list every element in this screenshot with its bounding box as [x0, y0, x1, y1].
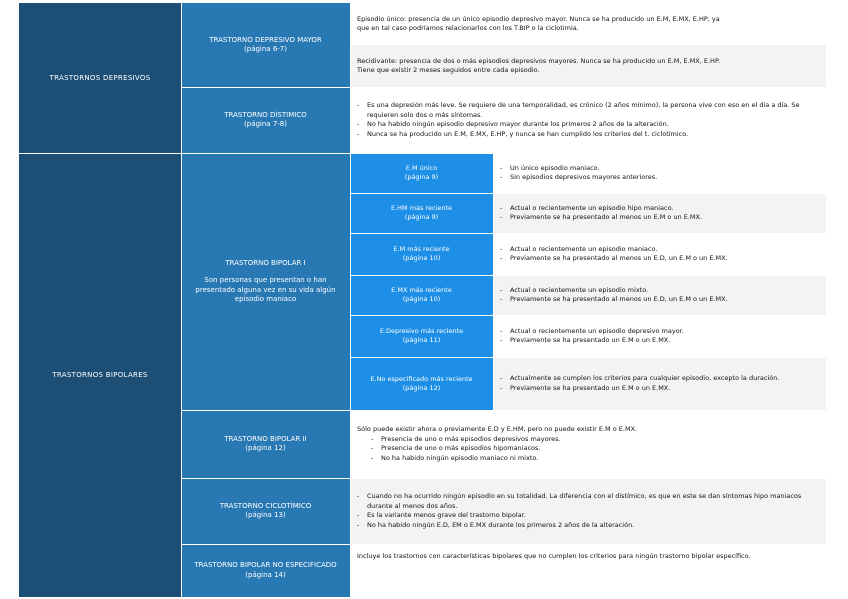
bullet-item: - Previamente se ha presentado un E.M o un E.MX.: [500, 383, 671, 392]
category-label: TRASTORNOS DEPRESIVOS: [49, 74, 151, 82]
bullet-item: - Actual o recientemente un episodio depresivo mayor.: [500, 326, 684, 335]
grid-line: [181, 3, 182, 597]
disorder-bipolar-no-especificado: [181, 544, 350, 597]
subtype-label: E.M más reciente: [393, 245, 450, 253]
subtype-page: (página 9): [404, 173, 439, 181]
grid-line: [493, 153, 494, 410]
category-label: TRASTORNOS BIPOLARES: [52, 371, 148, 379]
desc-em-reciente: [493, 233, 826, 275]
desc-emx-reciente: [493, 275, 826, 315]
subtype-page: (página 10): [402, 295, 441, 303]
bullet-item: - Actual o recientemente un episodio maniaco.: [500, 244, 658, 253]
desc-line: Recidivante: presencia de dos o más episodios depresivos mayores. Nunca se ha producido un E.M, E.MX, E.HP.: [357, 56, 720, 65]
disorder-page: (página 7-8): [244, 120, 287, 128]
subtype-edepresivo-reciente: [350, 315, 493, 357]
desc-bipolar-2: [350, 410, 826, 478]
category-depresivos: [19, 3, 181, 153]
subtype-label: E.M único: [405, 164, 438, 172]
bullet-item: - Previamente se ha presentado un E.M o un E.MX.: [500, 336, 671, 344]
bullet-item: - Actual o recientemente un episodio mixto.: [500, 285, 649, 294]
subtype-page: (página 9): [404, 213, 439, 221]
bullet-item: - Cuando no ha ocurrido ningún episodio en su totalidad. La diferencia con el distímico, es que en este se dan síntomas hipo maniacos durante al menos dos años.: [357, 492, 802, 510]
subtype-emx-reciente: [350, 275, 493, 315]
disorder-title: TRASTORNO DEPRESIVO MAYOR: [209, 35, 322, 44]
disorder-title: TRASTORNO BIPOLAR II: [224, 434, 307, 443]
desc-em-unico: [493, 153, 826, 193]
disorder-title: TRASTORNO BIPOLAR NO ESPECIFICADO: [194, 561, 337, 569]
disorder-bipolar-2: [181, 410, 350, 478]
desc-ciclotimico: [350, 478, 826, 544]
bullet-item: - No ha habido ningún episodio depresivo mayor durante los primeros 2 años de la alteración.: [357, 120, 669, 128]
bullet-item: - Sin episodios depresivos mayores anteriores.: [500, 173, 658, 181]
desc-text: Incluye los trastornos con características bipolares que no cumplen los criterios para ningún trastorno bipolar específico.: [357, 552, 751, 560]
desc-line: que en tal caso podríamos relacionarlos con los T.BIP o la ciclotimia.: [357, 24, 579, 32]
subtype-em-unico: [350, 153, 493, 193]
desc-episodio-unico: [350, 3, 826, 45]
bullet-item: - Previamente se ha presentado al menos un E.M o un E.MX.: [500, 213, 703, 221]
bullet-item: - Previamente se ha presentado al menos un E.D, un E.M o un E.MX.: [500, 254, 728, 262]
disorder-ciclotimico: [181, 478, 350, 544]
bullet-item: - Nunca se ha producido un E.M, E.MX, E.HP, y nunca se han cumplido los criterios del t. ciclotímico.: [357, 129, 689, 138]
grid-line: [181, 410, 826, 411]
grid-line: [350, 193, 826, 194]
subtype-page: (página 12): [402, 383, 441, 392]
grid-line: [181, 544, 826, 545]
bullet-item: - Presencia de uno o más episodios depresivos mayores.: [371, 434, 561, 443]
subtype-label: E.MX más reciente: [391, 286, 452, 294]
bullet-item: - Es la variante menos grave del trastorno bipolar.: [357, 511, 526, 519]
grid-line: [350, 275, 826, 276]
desc-edepresivo-reciente: [493, 315, 826, 357]
desc-ehm-reciente: [493, 193, 826, 233]
disorder-note: Son personas que presentan o han presentado alguna vez en su vida algún episodio maniaco: [195, 276, 336, 303]
disorder-title: TRASTORNO BIPOLAR I: [225, 258, 306, 267]
bullet-item: - Presencia de uno o más episodios hipomaniacos.: [371, 444, 541, 452]
disorder-depresivo-mayor: [181, 3, 350, 87]
subtype-label: E.Depresivo más reciente: [379, 327, 464, 335]
bullet-item: - Es una depresión más leve. Se requiere de una temporalidad, es crónico (2 años mínimo), la persona vive con eso en el día a día. Se requieren solo dos o más síntomas.: [357, 101, 800, 119]
subtype-label: E.HM más reciente: [390, 204, 453, 212]
bullet-item: - No ha habido ningún episodio maniaco ni mixto.: [371, 453, 539, 462]
desc-bipolar-no-especificado: [350, 544, 826, 597]
bullet-item: - Actual o recientemente un episodio hipo maniaco.: [500, 203, 674, 212]
grid-line: [181, 87, 826, 88]
disorder-page: (página 14): [245, 570, 286, 579]
disorder-bipolar-1: [181, 153, 350, 410]
subtype-page: (página 10): [402, 254, 441, 262]
subtype-ehm-reciente: [350, 193, 493, 233]
bullet-item: - Actualmente se cumplen los criterios para cualquier episodio, excepto la duración.: [500, 374, 780, 382]
desc-recidivante: [350, 45, 826, 87]
disorder-title: TRASTORNO CICLOTÍMICO: [219, 501, 312, 510]
desc-eno-especificado: [493, 357, 826, 410]
disorder-distimico: [181, 87, 350, 153]
subtype-em-reciente: [350, 233, 493, 275]
disorder-page: (página 12): [245, 444, 286, 452]
subtype-label: E.No especificado más reciente: [370, 374, 473, 383]
desc-line: Episodio único: presencia de un único episodio depresivo mayor. Nunca se ha producido un E.M, E.MX, E.HP, ya: [357, 14, 720, 23]
desc-distimico: [350, 87, 826, 153]
desc-line: Tiene que existir 2 meses seguidos entre cada episodio.: [357, 66, 540, 74]
subtype-eno-especificado: [350, 357, 493, 410]
grid-line: [350, 315, 826, 316]
disorder-page: (página 6-7): [244, 45, 287, 53]
grid-line: [19, 153, 826, 154]
grid-line: [181, 478, 826, 479]
bullet-item: - Previamente se ha presentado al menos un E.D, un E.M o un E.MX.: [500, 295, 728, 303]
disorder-page: (página 13): [245, 511, 286, 519]
desc-intro: Sólo puede existir ahora o previamente E.D y E.HM, pero no puede existir E.M o E.MX.: [357, 425, 638, 433]
grid-line: [350, 3, 351, 597]
category-bipolares: [19, 153, 181, 597]
bullet-item: - No ha habido ningún E.D, EM o E.MX durante los primeros 2 años de la alteración.: [357, 520, 635, 529]
grid-line: [350, 357, 826, 358]
disorder-title: TRASTORNO DÍSTIMICO: [224, 110, 307, 119]
bullet-item: - Un único episodio maniaco.: [500, 163, 600, 172]
grid-line: [350, 233, 826, 234]
subtype-page: (página 11): [402, 336, 441, 344]
